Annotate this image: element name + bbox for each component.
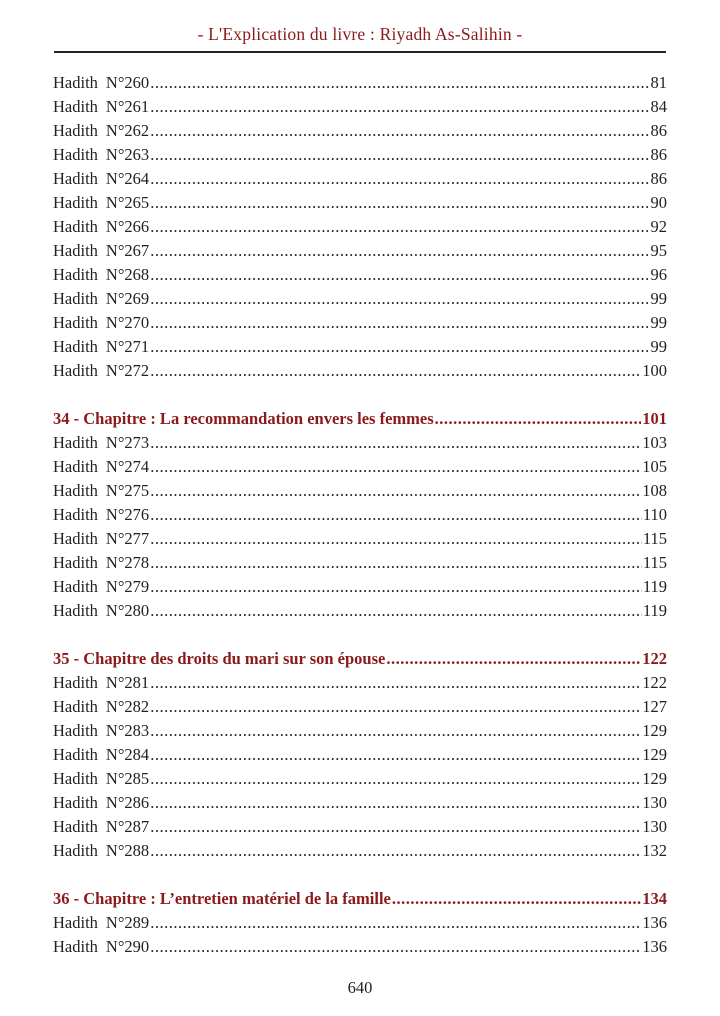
toc-block-1: [53, 71, 667, 383]
hadith-word: Hadith: [53, 73, 98, 92]
hadith-word: Hadith: [53, 193, 98, 212]
hadith-page-number: 136: [642, 913, 667, 932]
hadith-number: N°286: [105, 793, 150, 812]
hadith-number: N°270: [105, 313, 150, 332]
hadith-number: N°261: [105, 97, 150, 116]
hadith-word: Hadith: [53, 817, 98, 836]
hadith-number: N°273: [105, 433, 150, 452]
dot-leader: [150, 695, 641, 719]
hadith-label: [53, 455, 149, 479]
hadith-label: [53, 95, 149, 119]
hadith-number: N°282: [105, 697, 150, 716]
hadith-word: Hadith: [53, 745, 98, 764]
hadith-page-number: 119: [642, 577, 667, 596]
dot-leader: [150, 479, 641, 503]
dot-leader: [150, 671, 641, 695]
toc-block-4: [53, 911, 667, 959]
hadith-word: Hadith: [53, 505, 98, 524]
hadith-number: N°274: [105, 457, 150, 476]
dot-leader: [150, 503, 642, 527]
hadith-page-number: 110: [642, 505, 667, 524]
hadith-label: [53, 311, 149, 335]
hadith-page-number: 105: [642, 457, 667, 476]
toc-hadith-row[interactable]: [53, 671, 667, 695]
hadith-label: [53, 215, 149, 239]
hadith-number: N°268: [105, 265, 150, 284]
section-gap: [53, 863, 667, 887]
dot-leader: [150, 287, 649, 311]
hadith-word: Hadith: [53, 337, 98, 356]
dot-leader: [150, 95, 649, 119]
hadith-word: Hadith: [53, 241, 98, 260]
toc-hadith-row[interactable]: [53, 119, 667, 143]
hadith-number: N°262: [105, 121, 150, 140]
hadith-word: Hadith: [53, 937, 98, 956]
hadith-label: [53, 431, 149, 455]
hadith-word: Hadith: [53, 841, 98, 860]
hadith-label: [53, 335, 149, 359]
dot-leader: [150, 311, 649, 335]
hadith-number: N°287: [105, 817, 150, 836]
toc-hadith-row[interactable]: [53, 839, 667, 863]
toc-hadith-row[interactable]: [53, 911, 667, 935]
hadith-word: Hadith: [53, 553, 98, 572]
dot-leader: [392, 887, 641, 911]
dot-leader: [150, 743, 641, 767]
hadith-page-number: 96: [650, 265, 667, 284]
chapter-title: 36 - Chapitre : L’entretien matériel de la famille: [53, 889, 391, 908]
hadith-page-number: 86: [650, 145, 667, 164]
hadith-word: Hadith: [53, 793, 98, 812]
dot-leader: [435, 407, 642, 431]
hadith-word: Hadith: [53, 769, 98, 788]
hadith-label: [53, 359, 149, 383]
hadith-label: [53, 503, 149, 527]
hadith-word: Hadith: [53, 217, 98, 236]
hadith-page-number: 122: [642, 673, 667, 692]
toc-hadith-row[interactable]: [53, 935, 667, 959]
hadith-page-number: 127: [642, 697, 667, 716]
hadith-label: [53, 71, 149, 95]
dot-leader: [150, 935, 641, 959]
toc-hadith-row[interactable]: [53, 71, 667, 95]
toc-hadith-row[interactable]: [53, 575, 667, 599]
hadith-word: Hadith: [53, 97, 98, 116]
hadith-label: [53, 143, 149, 167]
dot-leader: [150, 791, 641, 815]
hadith-label: [53, 263, 149, 287]
dot-leader: [150, 575, 642, 599]
hadith-number: N°276: [105, 505, 150, 524]
dot-leader: [386, 647, 641, 671]
chapter-title: 34 - Chapitre : La recommandation envers les femmes: [53, 409, 434, 428]
hadith-word: Hadith: [53, 697, 98, 716]
page-number: 640: [347, 978, 373, 997]
dot-leader: [150, 551, 642, 575]
hadith-number: N°260: [105, 73, 150, 92]
toc-hadith-row[interactable]: [53, 551, 667, 575]
hadith-label: [53, 239, 149, 263]
hadith-page-number: 129: [642, 721, 667, 740]
dot-leader: [150, 911, 641, 935]
toc-hadith-row[interactable]: [53, 815, 667, 839]
hadith-label: [53, 911, 149, 935]
header-rule: [54, 51, 666, 53]
hadith-page-number: 86: [650, 169, 667, 188]
hadith-label: [53, 167, 149, 191]
hadith-number: N°279: [105, 577, 150, 596]
hadith-page-number: 115: [642, 553, 667, 572]
dot-leader: [150, 719, 641, 743]
hadith-word: Hadith: [53, 265, 98, 284]
hadith-word: Hadith: [53, 577, 98, 596]
hadith-page-number: 90: [650, 193, 667, 212]
hadith-page-number: 115: [642, 529, 667, 548]
hadith-word: Hadith: [53, 601, 98, 620]
dot-leader: [150, 767, 641, 791]
hadith-label: [53, 119, 149, 143]
toc-hadith-row[interactable]: [53, 455, 667, 479]
hadith-word: Hadith: [53, 433, 98, 452]
hadith-number: N°264: [105, 169, 150, 188]
toc-chapter-34[interactable]: [53, 407, 667, 431]
hadith-page-number: 99: [650, 289, 667, 308]
toc-hadith-row[interactable]: [53, 599, 667, 623]
toc-hadith-row[interactable]: [53, 359, 667, 383]
dot-leader: [150, 839, 641, 863]
dot-leader: [150, 431, 641, 455]
hadith-page-number: 99: [650, 337, 667, 356]
hadith-label: [53, 719, 149, 743]
hadith-number: N°288: [105, 841, 150, 860]
running-header: - L'Explication du livre : Riyadh As-Salihin -: [197, 24, 523, 44]
hadith-label: [53, 695, 149, 719]
hadith-page-number: 136: [642, 937, 667, 956]
hadith-label: [53, 791, 149, 815]
toc-hadith-row[interactable]: [53, 503, 667, 527]
hadith-page-number: 103: [642, 433, 667, 452]
toc-hadith-row[interactable]: [53, 191, 667, 215]
toc-hadith-row[interactable]: [53, 767, 667, 791]
dot-leader: [150, 815, 641, 839]
hadith-word: Hadith: [53, 169, 98, 188]
dot-leader: [150, 263, 649, 287]
hadith-label: [53, 287, 149, 311]
table-of-contents: [53, 71, 667, 959]
toc-hadith-row[interactable]: [53, 335, 667, 359]
hadith-label: [53, 551, 149, 575]
hadith-page-number: 132: [642, 841, 667, 860]
hadith-number: N°267: [105, 241, 150, 260]
toc-hadith-row[interactable]: [53, 719, 667, 743]
hadith-label: [53, 575, 149, 599]
hadith-number: N°285: [105, 769, 150, 788]
toc-hadith-row[interactable]: [53, 695, 667, 719]
hadith-word: Hadith: [53, 313, 98, 332]
toc-chapter-36[interactable]: [53, 887, 667, 911]
hadith-number: N°278: [105, 553, 150, 572]
chapter-page-number: 122: [642, 649, 667, 668]
dot-leader: [150, 335, 649, 359]
toc-hadith-row[interactable]: [53, 479, 667, 503]
hadith-word: Hadith: [53, 145, 98, 164]
hadith-page-number: 81: [650, 73, 667, 92]
hadith-page-number: 129: [642, 769, 667, 788]
toc-hadith-row[interactable]: [53, 95, 667, 119]
dot-leader: [150, 191, 649, 215]
toc-hadith-row[interactable]: [53, 263, 667, 287]
chapter-page-number: 134: [642, 889, 667, 908]
chapter-title: 35 - Chapitre des droits du mari sur son épouse: [53, 649, 386, 668]
hadith-page-number: 92: [650, 217, 667, 236]
hadith-number: N°289: [105, 913, 150, 932]
hadith-word: Hadith: [53, 673, 98, 692]
hadith-label: [53, 599, 149, 623]
dot-leader: [150, 359, 641, 383]
hadith-word: Hadith: [53, 289, 98, 308]
dot-leader: [150, 215, 649, 239]
hadith-label: [53, 479, 149, 503]
toc-hadith-row[interactable]: [53, 791, 667, 815]
hadith-label: [53, 743, 149, 767]
toc-hadith-row[interactable]: [53, 743, 667, 767]
section-gap: [53, 623, 667, 647]
hadith-page-number: 119: [642, 601, 667, 620]
toc-hadith-row[interactable]: [53, 287, 667, 311]
hadith-number: N°266: [105, 217, 150, 236]
hadith-page-number: 95: [650, 241, 667, 260]
hadith-label: [53, 671, 149, 695]
hadith-number: N°284: [105, 745, 150, 764]
hadith-word: Hadith: [53, 481, 98, 500]
hadith-word: Hadith: [53, 721, 98, 740]
dot-leader: [150, 239, 649, 263]
dot-leader: [150, 143, 649, 167]
toc-hadith-row[interactable]: [53, 431, 667, 455]
dot-leader: [150, 167, 649, 191]
hadith-label: [53, 527, 149, 551]
hadith-word: Hadith: [53, 121, 98, 140]
toc-hadith-row[interactable]: [53, 239, 667, 263]
hadith-label: [53, 935, 149, 959]
hadith-number: N°271: [105, 337, 150, 356]
toc-hadith-row[interactable]: [53, 143, 667, 167]
hadith-word: Hadith: [53, 361, 98, 380]
hadith-page-number: 100: [642, 361, 667, 380]
hadith-number: N°275: [105, 481, 150, 500]
hadith-number: N°281: [105, 673, 150, 692]
section-gap: [53, 383, 667, 407]
toc-chapter-35[interactable]: [53, 647, 667, 671]
hadith-page-number: 129: [642, 745, 667, 764]
dot-leader: [150, 527, 642, 551]
toc-hadith-row[interactable]: [53, 215, 667, 239]
dot-leader: [150, 455, 641, 479]
chapter-page-number: 101: [642, 409, 667, 428]
hadith-page-number: 108: [642, 481, 667, 500]
hadith-page-number: 84: [650, 97, 667, 116]
hadith-label: [53, 839, 149, 863]
toc-block-3: [53, 671, 667, 863]
hadith-page-number: 130: [642, 817, 667, 836]
hadith-page-number: 99: [650, 313, 667, 332]
hadith-number: N°265: [105, 193, 150, 212]
hadith-number: N°272: [105, 361, 150, 380]
toc-block-2: [53, 431, 667, 623]
toc-hadith-row[interactable]: [53, 311, 667, 335]
dot-leader: [150, 119, 649, 143]
hadith-word: Hadith: [53, 529, 98, 548]
hadith-number: N°263: [105, 145, 150, 164]
hadith-number: N°283: [105, 721, 150, 740]
hadith-label: [53, 815, 149, 839]
dot-leader: [150, 599, 642, 623]
toc-hadith-row[interactable]: [53, 167, 667, 191]
toc-hadith-row[interactable]: [53, 527, 667, 551]
hadith-number: N°277: [105, 529, 150, 548]
hadith-number: N°269: [105, 289, 150, 308]
hadith-word: Hadith: [53, 457, 98, 476]
hadith-label: [53, 767, 149, 791]
hadith-word: Hadith: [53, 913, 98, 932]
hadith-page-number: 86: [650, 121, 667, 140]
dot-leader: [150, 71, 649, 95]
hadith-number: N°290: [105, 937, 150, 956]
hadith-label: [53, 191, 149, 215]
hadith-number: N°280: [105, 601, 150, 620]
hadith-page-number: 130: [642, 793, 667, 812]
